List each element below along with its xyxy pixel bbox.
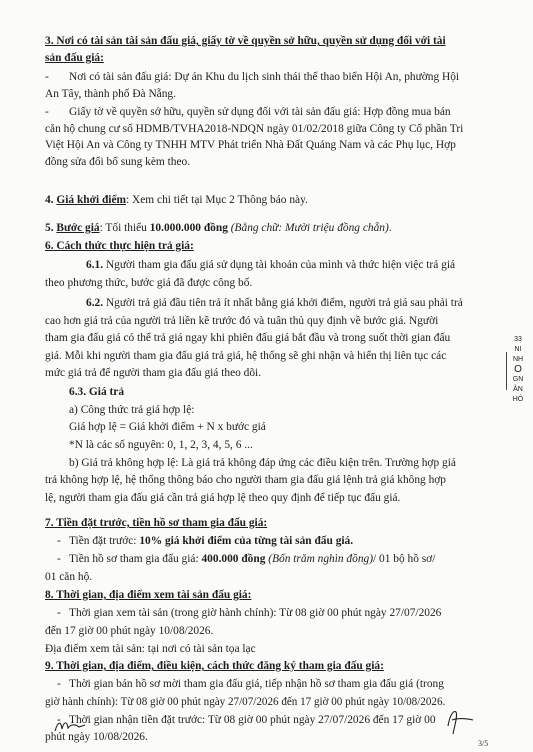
- section-9-deposit-time-line: Thời gian nhận tiền đặt trước: Từ 08 giờ 00 phút ngày 27/07/2026 đến 17 giờ 00: [69, 714, 436, 726]
- section-9-registration-line: giờ hành chính): Từ 08 giờ 00 phút ngày 27/07/2026 đến 17 giờ 00 phút ngày 10/08/2026.: [45, 696, 446, 708]
- section-9-deposit-time-line: phút ngày 10/08/2026.: [45, 731, 148, 743]
- para-6-2-line: 6.2. Người trả giá đầu tiên trả ít nhất bằng giá khởi điểm, người trả giá sau phải trả: [86, 297, 463, 309]
- stamp-text: ÀN: [513, 386, 523, 393]
- para-6-3-a: a) Công thức trả giá hợp lệ:: [69, 404, 195, 416]
- section-3-location-line: Nơi có tài sản đấu giá: Dự án Khu du lịch sinh thái thể thao biển Hội An, phường Hội: [69, 71, 460, 83]
- stamp-text: 33: [514, 336, 522, 343]
- para-6-2-line: giá. Mỗi khi người tham gia đấu giá trả giá, hệ thống sẽ ghi nhận và hiển thị liên tục các: [45, 350, 447, 362]
- section-3-heading-cont: sản đấu giá:: [45, 52, 104, 64]
- para-6-2-line: tham gia đấu giá có thể trả giá ngay khi phiên đấu giá bắt đầu và trong suốt thời gian đấu: [45, 332, 451, 344]
- para-6-2-line: cao hơn giá trả của người trả liền kề trước đó và tuân thủ quy định về bước giá. Người: [45, 315, 439, 327]
- section-4-starting-price: 4. Giá khởi điểm: Xem chi tiết tại Mục 2 Thông báo này.: [45, 194, 308, 206]
- para-6-1-line: theo phương thức, bước giá đã được công bố.: [45, 277, 253, 289]
- bullet-dash: -: [57, 678, 61, 690]
- section-7-deposit: Tiền đặt trước: 10% giá khởi điểm của từng tài sản đấu giá.: [69, 535, 354, 547]
- section-9-heading: 9. Thời gian, địa điểm, điều kiện, cách thức đăng ký tham gia đấu giá:: [45, 660, 384, 672]
- section-8-viewing-place: Địa điểm xem tài sản: tại nơi có tài sản tọa lạc: [45, 643, 256, 655]
- stamp-text: NI: [514, 346, 522, 353]
- stamp-text: O: [514, 364, 522, 375]
- section-8-heading: 8. Thời gian, địa điểm xem tài sản đấu giá:: [45, 589, 252, 601]
- stamp-text: HÔ: [512, 396, 524, 403]
- section-6-heading: 6. Cách thức thực hiện trả giá:: [45, 240, 194, 252]
- bullet-dash: -: [45, 71, 49, 83]
- signature-left-icon: [52, 715, 88, 739]
- section-3-heading: 3. Nơi có tài sản tài sản đấu giá, giấy tờ về quyền sở hữu, quyền sử dụng đối với tài: [45, 35, 446, 47]
- stamp-text: GN: [512, 376, 524, 383]
- para-6-2-line: mức giá trả để người tham gia đấu giá theo dõi.: [45, 367, 262, 379]
- bullet-dash: -: [57, 553, 61, 565]
- section-7-file-fee: Tiền hồ sơ tham gia đấu giá: 400.000 đồng (Bốn trăm nghìn đồng)/ 01 bộ hồ sơ/: [69, 553, 436, 565]
- stamp-text: NH: [512, 356, 524, 363]
- section-8-viewing-time-cont: đến 17 giờ 00 phút ngày 10/08/2026.: [45, 625, 214, 637]
- para-6-3-b-line: lệ, người tham gia đấu giá cần trả giá hợp lệ theo quy định để tiếp tục đấu giá.: [45, 492, 401, 504]
- section-3-docs-line: Việt Hội An và Công ty TNHH MTV Phát triển Nhà Đất Quảng Nam và các Phụ lục, Hợp: [45, 139, 456, 151]
- section-9-registration-line: Thời gian bán hồ sơ mời tham gia đấu giá, tiếp nhận hồ sơ tham gia đấu giá (trong: [69, 678, 444, 690]
- page-number: 3/5: [478, 739, 489, 748]
- section-7-heading: 7. Tiền đặt trước, tiền hồ sơ tham gia đấu giá:: [45, 517, 268, 529]
- bullet-dash: -: [57, 535, 61, 547]
- edge-stamp: [508, 335, 528, 405]
- para-6-3-b-line: b) Giá trả không hợp lệ: Là giá trả không đáp ứng các điều kiện trên. Trường hợp giá: [69, 457, 456, 469]
- signature-right-icon: [440, 704, 480, 738]
- section-3-docs-line: đồng sửa đổi bổ sung kèm theo.: [45, 156, 191, 168]
- bullet-dash: -: [45, 106, 49, 118]
- para-6-3-formula: Giá hợp lệ = Giá khởi điểm + N x bước giá: [69, 421, 266, 433]
- bullet-dash: -: [57, 607, 61, 619]
- section-5-bid-step: 5. Bước giá: Tối thiểu 10.000.000 đồng (Bằng chữ: Mười triệu đồng chẵn).: [45, 222, 392, 234]
- para-6-1-line: 6.1. Người tham gia đấu giá sử dụng tài khoản của mình và thức hiện việc trả giá: [86, 259, 456, 271]
- bullet-dash: -: [57, 714, 61, 726]
- section-8-viewing-time: Thời gian xem tài sản (trong giờ hành chính): Từ 08 giờ 00 phút ngày 27/07/2026: [69, 607, 442, 619]
- para-6-3-note: *N là các số nguyên: 0, 1, 2, 3, 4, 5, 6 ...: [69, 439, 253, 451]
- stamp-border: [506, 352, 507, 390]
- section-3-docs-line: Giấy tờ về quyền sở hữu, quyền sử dụng đối với tài sản đấu giá: Hợp đồng mua bán: [69, 106, 451, 118]
- section-3-docs-line: căn hộ chung cư số HDMB/TVHA2018-NDQN ngày 01/02/2018 giữa Công ty Cổ phần Tri: [45, 123, 464, 135]
- para-6-3-heading: 6.3. Giá trả: [69, 386, 125, 398]
- section-3-location-line: An Tây, thành phố Đà Nẵng.: [45, 88, 176, 100]
- para-6-3-b-line: trả không hợp lệ, hệ thống thông báo cho người tham gia đấu giá lệnh trả giá không hợp: [45, 474, 447, 486]
- section-7-file-fee-cont: 01 căn hộ.: [45, 571, 93, 583]
